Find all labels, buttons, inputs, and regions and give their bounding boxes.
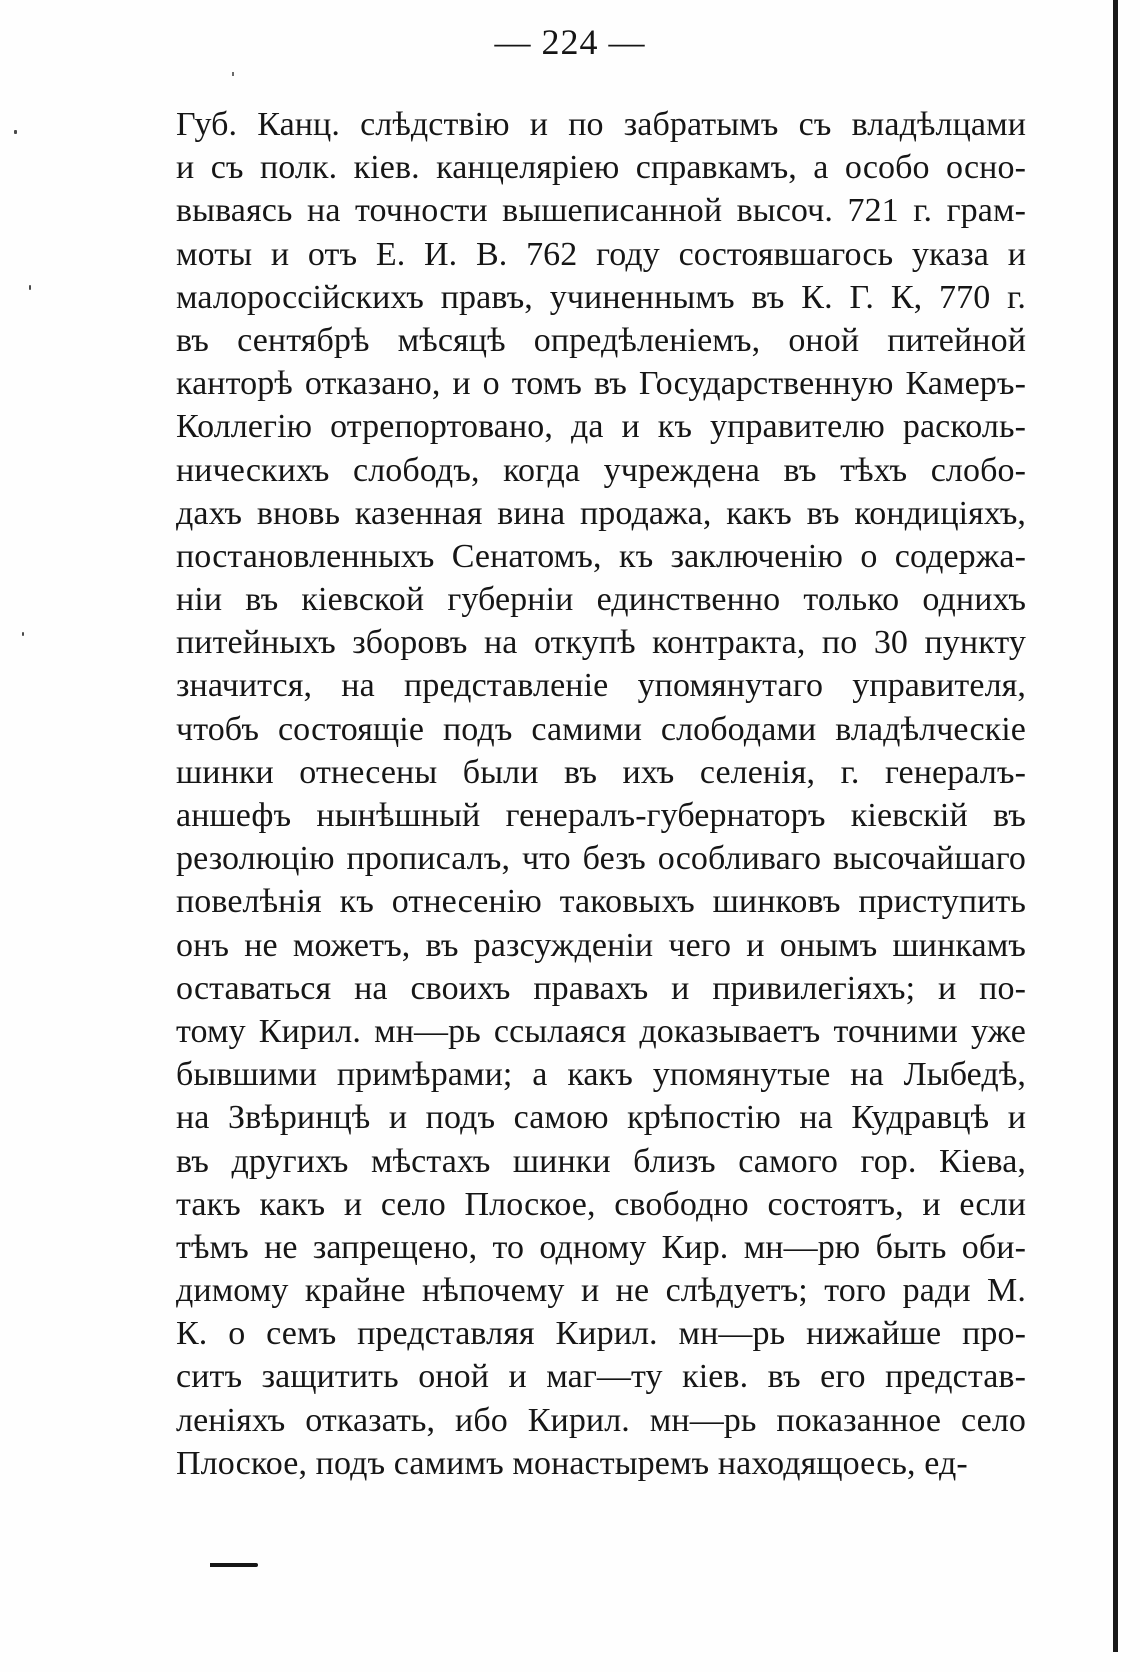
text-line: ническихъ слободъ, когда учреждена въ тѣхъ слобо- <box>176 451 1026 489</box>
text-line: Коллегію отрепортовано, да и къ управителю расколь- <box>176 408 1026 446</box>
text-line: Плоское, подъ самимъ монастыремъ находящоесь, ед- <box>176 1444 968 1482</box>
text-line: димому крайне нѣпочему и не слѣдуетъ; того ради М. <box>176 1272 1026 1310</box>
text-line: питейныхъ зборовъ на откупѣ контракта, по 30 пункту <box>176 624 1026 662</box>
text-line: малороссійскихъ правъ, учиненнымъ въ К. Г. К, 770 г. <box>176 278 1026 316</box>
text-line: вываясь на точности вышеписанной высоч. 721 г. грам- <box>176 192 1026 230</box>
text-line: канторѣ отказано, и о томъ въ Государственную Камеръ- <box>176 365 1026 403</box>
scan-speck <box>232 72 234 76</box>
text-line: К. о семъ представляя Кирил. мн—рь нижайше про- <box>176 1315 1026 1353</box>
text-line: аншефъ нынѣшный генералъ-губернаторъ кіевскій въ <box>176 797 1026 834</box>
text-line: тѣмъ не запрещено, то одному Кир. мн—рю быть оби- <box>176 1228 1026 1266</box>
text-line: чтобъ состоящіе подъ самими слободами владѣлческіе <box>176 710 1026 748</box>
text-line: значится, на представленіе упомянутаго управителя, <box>176 667 1026 705</box>
text-line: леніяхъ отказать, ибо Кирил. мн—рь показанное село <box>176 1401 1026 1439</box>
text-line: въ другихъ мѣстахъ шинки близъ самого гор. Кіева, <box>176 1142 1026 1180</box>
text-line: онъ не можетъ, въ разсужденіи чего и онымъ шинкамъ <box>176 926 1026 964</box>
body-text <box>176 103 1026 1485</box>
text-line: резолюцію прописалъ, что безъ особливаго высочайшаго <box>176 840 1026 878</box>
scan-speck <box>29 285 31 290</box>
page-number: — 224 — <box>494 22 646 62</box>
text-line: въ сентябрѣ мѣсяцѣ опредѣленіемъ, оной питейной <box>176 321 1026 359</box>
page-edge-rule <box>1113 0 1118 1652</box>
text-line: такъ какъ и село Плоское, свободно состоятъ, и если <box>176 1185 1026 1223</box>
text-line: постановленныхъ Сенатомъ, къ заключенію о содержа- <box>176 537 1026 575</box>
text-line: бывшими примѣрами; а какъ упомянутые на Лыбедѣ, <box>176 1056 1026 1094</box>
text-line: дахъ вновь казенная вина продажа, какъ въ кондиціяхъ, <box>176 494 1026 532</box>
text-line: шинки отнесены были въ ихъ селенія, г. генералъ- <box>176 753 1026 791</box>
text-line: моты и отъ Е. И. В. 762 году состоявшагось указа и <box>176 235 1026 273</box>
text-line: и съ полк. кіев. канцеляріею справкамъ, а особо осно- <box>176 149 1026 187</box>
footer-rule-mark <box>210 1563 258 1567</box>
text-line: тому Кирил. мн—рь ссылаяся доказываетъ точними уже <box>176 1012 1026 1050</box>
text-line: Губ. Канц. слѣдствію и по забратымъ съ владѣлцами <box>176 106 1026 143</box>
text-line: ситъ защитить оной и маг—ту кіев. въ его представ- <box>176 1358 1026 1396</box>
scan-speck <box>22 632 24 636</box>
scan-speck <box>14 130 17 134</box>
text-line: ніи въ кіевской губерніи единственно только однихъ <box>176 581 1026 619</box>
text-line: повелѣнія къ отнесенію таковыхъ шинковъ приступить <box>176 883 1026 921</box>
text-line: оставаться на своихъ правахъ и привилегіяхъ; и по- <box>176 969 1026 1007</box>
text-line: на Звѣринцѣ и подъ самою крѣпостію на Кудравцѣ и <box>176 1099 1026 1137</box>
